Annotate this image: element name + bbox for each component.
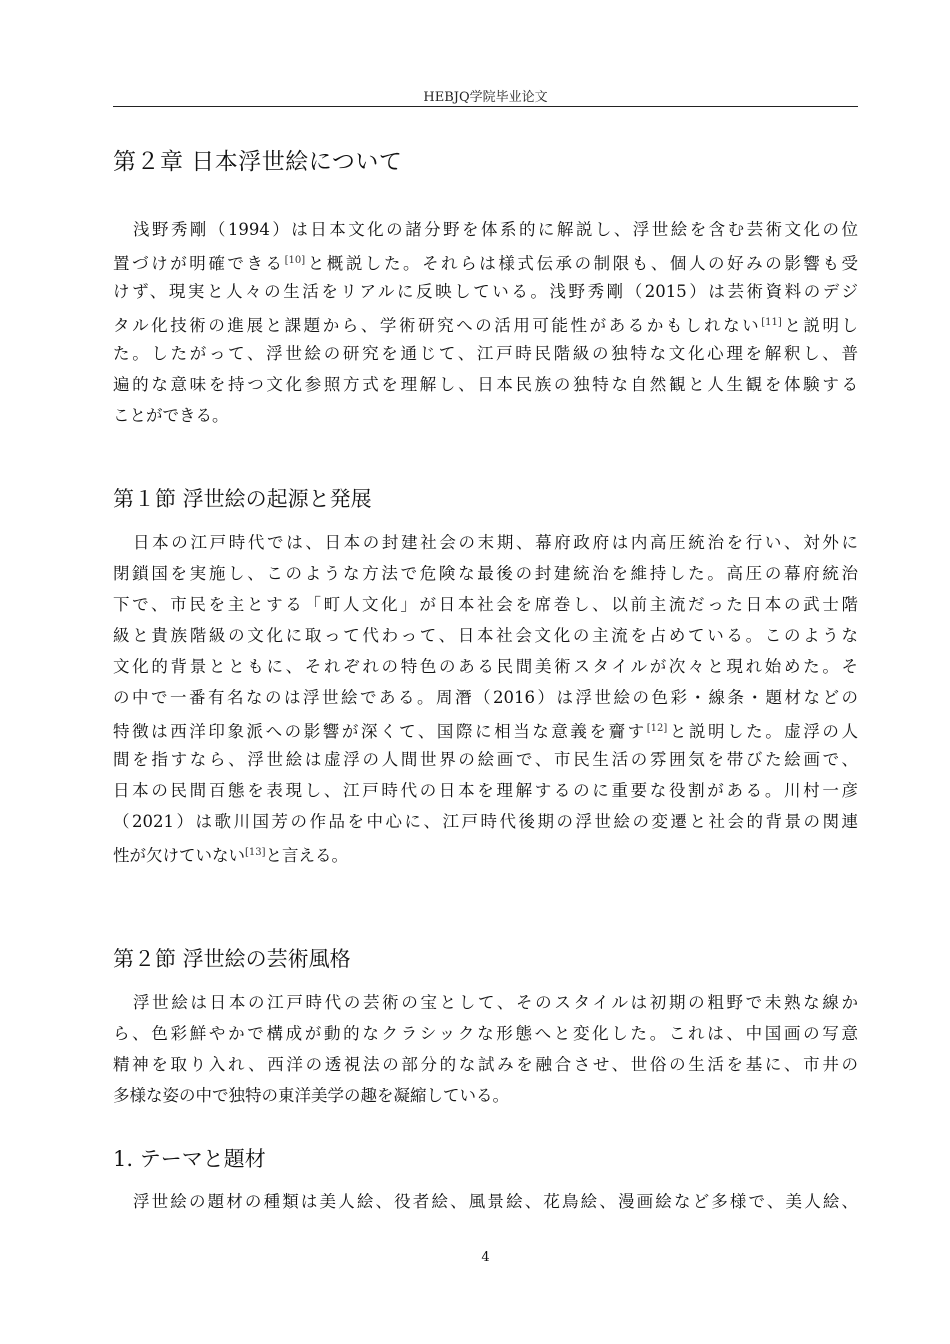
section-2-paragraph — [113, 987, 858, 1111]
text-line — [113, 837, 858, 868]
text-line: 日本の江戸時代では、日本の封建社会の末期、幕府政府は内高圧統治を行い、対外に — [133, 533, 858, 552]
text-line: た。したがって、浮世絵の研究を通じて、江戸時民階級の独特な文化心理を解釈し、普 — [113, 344, 858, 363]
text-line — [113, 713, 858, 744]
text-line: 精神を取り入れ、西洋の透視法の部分的な試みを融合させ、世俗の生活を基に、市井の — [113, 1055, 858, 1074]
text-line: 間を指すなら、浮世絵は虚浮の人間世界の絵画で、市民生活の雰囲気を帯びた絵画で、 — [113, 750, 858, 769]
text-span: 置づけが明確できる — [113, 254, 285, 273]
text-line: ら、色彩鮮やかで構成が動的なクラシックな形態へと変化した。これは、中国画の写意 — [113, 1024, 858, 1043]
text-line: の中で一番有名なのは浮世絵である。周潛（2016）は浮世絵の色彩・線条・題材などの — [113, 688, 858, 707]
subsection-1-title: 1. テーマと題材 — [113, 1147, 266, 1171]
chapter-title: 第２章 日本浮世絵について — [113, 149, 403, 175]
running-header: HEBJQ学院毕业论文 — [423, 90, 548, 105]
intro-paragraph — [113, 214, 858, 431]
citation-marker: [13] — [245, 847, 266, 858]
text-span: と概説した。それらは様式伝承の制限も、個人の好みの影響も受 — [305, 254, 858, 273]
text-line: 文化的背景とともに、それぞれの特色のある民間美術スタイルが次々と現れ始めた。そ — [113, 657, 858, 676]
section-1-title: 第１節 浮世絵の起源と発展 — [113, 487, 372, 511]
text-line: 遍的な意味を持つ文化参照方式を理解し、日本民族の独特な自然観と人生観を体験する — [113, 375, 858, 394]
text-line: 浮世絵の題材の種類は美人絵、役者絵、風景絵、花鳥絵、漫画絵など多様で、美人絵、 — [133, 1192, 858, 1211]
text-line: 浅野秀剛（1994）は日本文化の諸分野を体系的に解説し、浮世絵を含む芸術文化の位 — [133, 220, 858, 239]
text-line — [113, 307, 858, 338]
section-1-paragraph — [113, 527, 858, 868]
page-number: 4 — [481, 1250, 490, 1265]
text-span: と説明し — [781, 316, 858, 335]
text-line: 浮世絵は日本の江戸時代の芸術の宝として、そのスタイルは初期の粗野で未熟な線か — [133, 993, 858, 1012]
text-span: と説明した。虚浮の人 — [667, 722, 858, 741]
text-line — [113, 245, 858, 276]
citation-marker: [10] — [284, 255, 306, 266]
text-span: 特徴は西洋印象派への影響が深くて、国際に相当な意義を齎す — [113, 722, 647, 741]
citation-marker: [12] — [646, 723, 668, 734]
text-line: けず、現実と人々の生活をリアルに反映している。浅野秀剛（2015）は芸術資料のデジ — [113, 282, 858, 301]
text-span: と言える。 — [265, 846, 349, 865]
text-line: （2021）は歌川国芳の作品を中心に、江戸時代後期の浮世絵の変遷と社会的背景の関連 — [113, 812, 858, 831]
text-line: 級と貴族階級の文化に取って代わって、日本社会文化の主流を占めている。このような — [113, 626, 858, 645]
subsection-1-paragraph — [113, 1186, 858, 1217]
text-line: ことができる。 — [113, 406, 229, 425]
text-line: 閉鎖国を実施し、このような方法で危険な最後の封建統治を維持した。高圧の幕府統治 — [113, 564, 858, 583]
text-span: タル化技術の進展と課題から、学術研究への活用可能性があるかもしれない — [113, 316, 762, 335]
text-line: 多様な姿の中で独特の東洋美学の趣を凝縮している。 — [113, 1086, 509, 1105]
text-line: 日本の民間百態を表現し、江戸時代の日本を理解するのに重要な役割がある。川村一彦 — [113, 781, 858, 800]
section-2-title: 第２節 浮世絵の芸術風格 — [113, 947, 351, 971]
text-span: 性が欠けていない — [113, 846, 245, 865]
citation-marker: [11] — [761, 317, 782, 328]
text-line: 下で、市民を主とする「町人文化」が日本社会を席巻し、以前主流だった日本の武士階 — [113, 595, 858, 614]
header-rule — [113, 106, 858, 107]
